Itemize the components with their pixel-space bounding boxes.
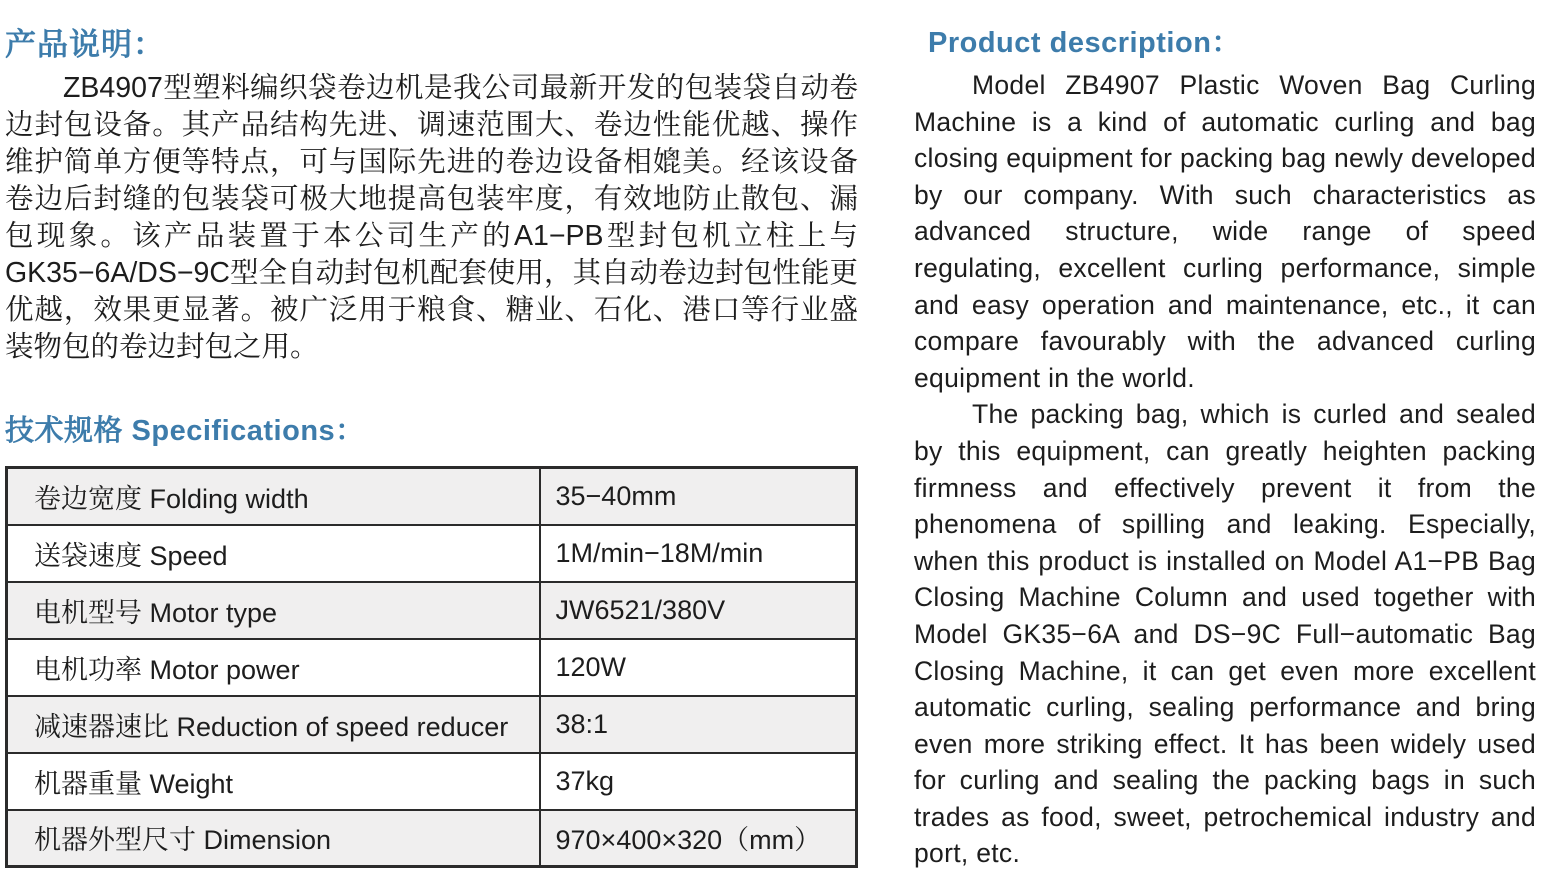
spec-value: 1M/min−18M/min bbox=[540, 525, 857, 582]
spec-value: 35−40mm bbox=[540, 468, 857, 525]
spec-label: 机器外型尺寸 Dimension bbox=[7, 810, 540, 867]
product-description-heading-en: Product description： bbox=[928, 27, 1241, 59]
product-description-text-cn: ZB4907型塑料编织袋卷边机是我公司最新开发的包装袋自动卷边封包设备。其产品结构先进、调速范围大、卷边性能优越、操作维护简单方便等特点，可与国际先进的卷边设备相媲美。经该设备卷边后封缝的包装袋可极大地提高包装牢度，有效地防止散包、漏包现象。该产品装置于本公司生产的A1−PB型封包机立柱上与GK35−6A/DS−9C型全自动封包机配套使用，其自动卷边封包性能更优越，效果更显著。被广泛用于粮食、糖业、石化、港口等行业盛装物包的卷边封包之用。 bbox=[5, 72, 858, 363]
product-description-paragraph-1: Model ZB4907 Plastic Woven Bag Curling Machine is a kind of automatic curling and bag closing equipment for packing bag newly developed by our company. With such characteristics as advanced structure, wide range of speed regulating, excellent curling performance, simple and easy operation and maintenance, etc., it can compare favourably with the advanced curling equipment in the world. bbox=[914, 70, 1536, 393]
table-row bbox=[7, 810, 857, 867]
table-row bbox=[7, 582, 857, 639]
spec-label: 电机功率 Motor power bbox=[7, 639, 540, 696]
spec-label: 卷边宽度 Folding width bbox=[7, 468, 540, 525]
spec-value: 38:1 bbox=[540, 696, 857, 753]
table-row bbox=[7, 468, 857, 525]
table-row bbox=[7, 639, 857, 696]
spec-value: JW6521/380V bbox=[540, 582, 857, 639]
spec-label: 减速器速比 Reduction of speed reducer bbox=[7, 696, 540, 753]
spec-value: 37kg bbox=[540, 753, 857, 810]
product-description-paragraph-2: The packing bag, which is curled and sealed by this equipment, can greatly heighten packing firmness and effectively prevent it from the phenomena of spilling and leaking. Especially, when this product is installed on Model A1−PB Bag Closing Machine Column and used together with Model GK35−6A and DS−9C Full−automatic Bag Closing Machine, it can get even more excellent automatic curling, sealing performance and bring even more striking effect. It has been widely used for curling and sealing the packing bags in such trades as food, sweet, petrochemical industry and port, etc. bbox=[914, 399, 1536, 869]
product-description-heading-cn: 产品说明： bbox=[5, 27, 165, 62]
specifications-heading: 技术规格 Specifications： bbox=[5, 415, 365, 447]
spec-value: 120W bbox=[540, 639, 857, 696]
spec-label: 电机型号 Motor type bbox=[7, 582, 540, 639]
spec-label: 送袋速度 Speed bbox=[7, 525, 540, 582]
table-row bbox=[7, 696, 857, 753]
english-column bbox=[914, 0, 1538, 869]
spec-value: 970×400×320（mm） bbox=[540, 810, 857, 867]
specs-table bbox=[5, 466, 858, 868]
table-row bbox=[7, 753, 857, 810]
spec-label: 机器重量 Weight bbox=[7, 753, 540, 810]
table-row bbox=[7, 525, 857, 582]
